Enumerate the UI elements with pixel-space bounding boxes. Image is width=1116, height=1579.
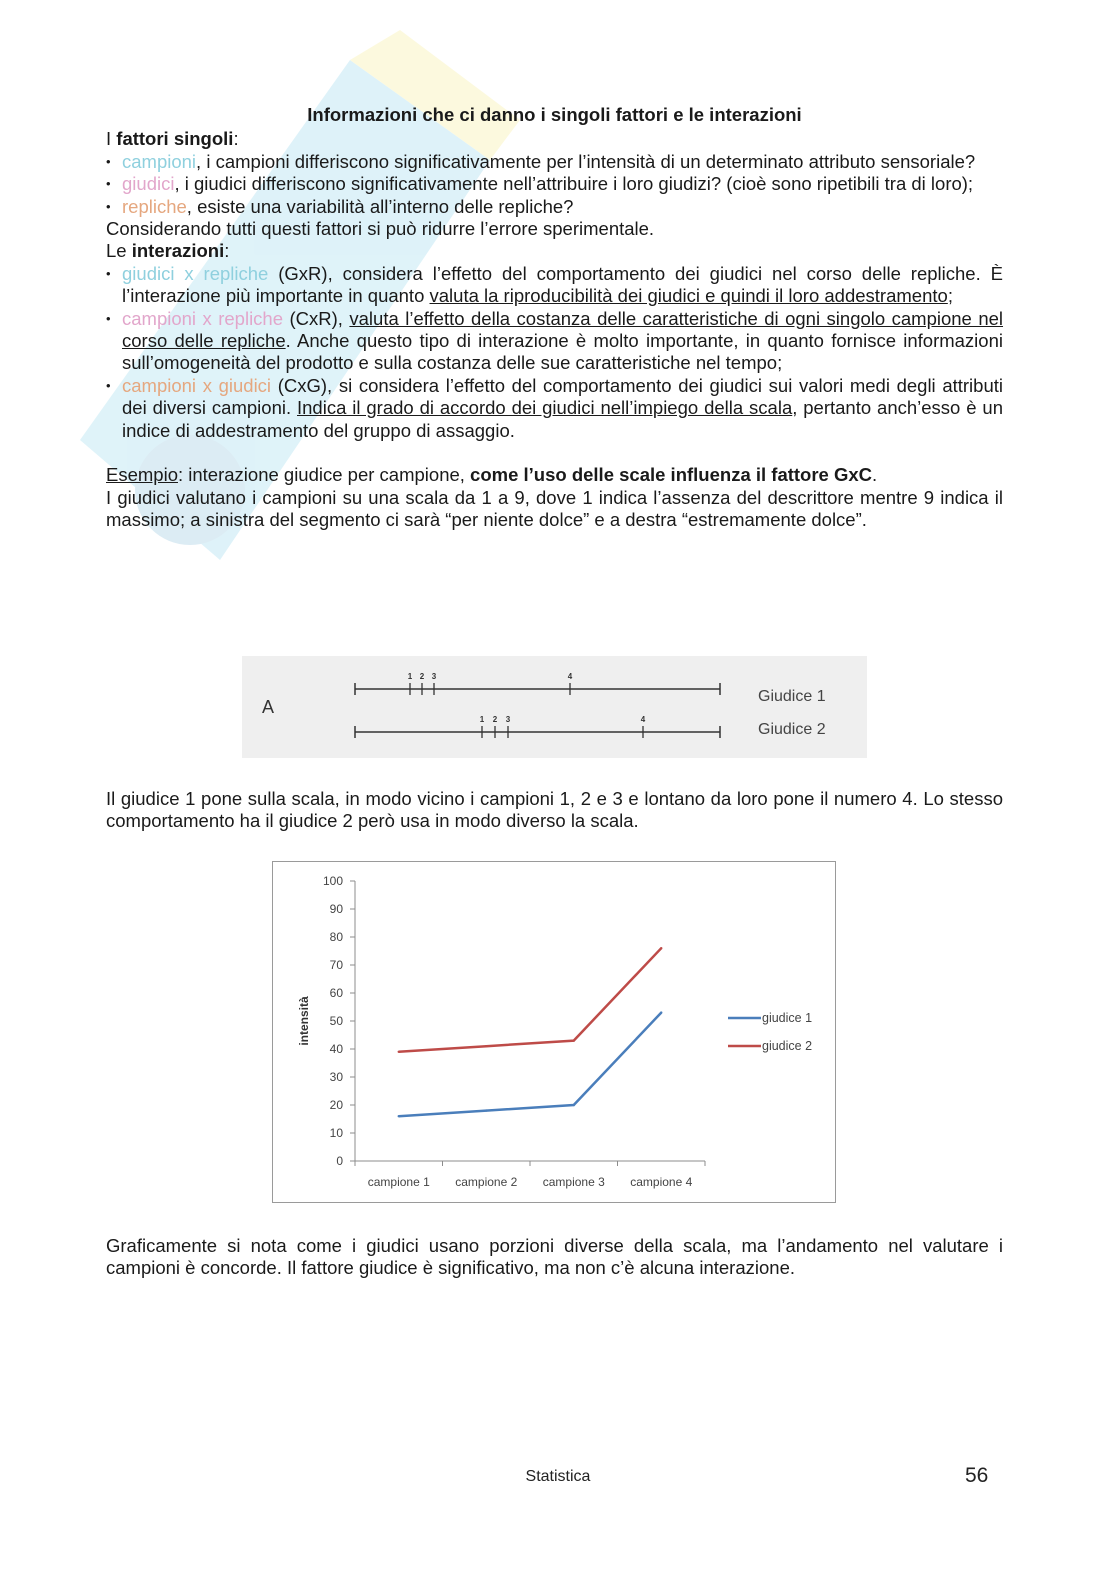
scale-mark-label: 1 xyxy=(407,672,413,681)
list-item xyxy=(106,151,1003,173)
interazioni-intro xyxy=(106,240,1003,262)
y-tick-label: 70 xyxy=(329,958,343,972)
term-cxg: campioni x giudici xyxy=(122,374,272,396)
x-tick-label: campione 2 xyxy=(455,1175,518,1189)
x-tick-label: campione 1 xyxy=(367,1175,430,1189)
singoli-intro xyxy=(106,128,1003,150)
y-tick-label: 30 xyxy=(329,1070,343,1084)
singoli-conclusion: Considerando tutti questi fattori si può ridurre l’errore sperimentale. xyxy=(106,218,655,240)
item-text: ; xyxy=(947,285,953,307)
interazioni-intro-end: : xyxy=(224,240,230,262)
singoli-intro-end: : xyxy=(233,128,239,150)
list-item xyxy=(106,375,1003,442)
esempio-label: Esempio xyxy=(106,464,178,486)
underlined-text: valuta la riproducibilità dei giudici e quindi il loro addestramento xyxy=(429,285,948,307)
item-text: (CxG), si considera l’effetto del comportamento dei giudici sui valori medi degli attributi dei diversi campioni. xyxy=(122,374,1003,419)
legend-label: giudice 1 xyxy=(762,1011,813,1025)
scale-mark-label: 4 xyxy=(567,672,573,681)
term-cxr: campioni x repliche xyxy=(122,307,284,329)
judge2-label: Giudice 2 xyxy=(758,721,826,738)
scale-mark-label: 3 xyxy=(431,672,437,681)
singoli-intro-plain: I xyxy=(106,128,117,150)
chart-svg xyxy=(273,862,835,1202)
interazioni-intro-bold: interazioni xyxy=(131,240,225,262)
list-item xyxy=(106,263,1003,308)
item-text: . Anche questo tipo di interazione è molto importante, in quanto fornisce informazioni sull’omogeneità del prodotto e sulla costanza delle sue caratteristiche nel tempo; xyxy=(122,330,1003,374)
main-text xyxy=(106,104,1003,531)
scale-svg xyxy=(242,656,867,758)
scale-mark-label: 1 xyxy=(479,715,485,724)
series-line-2 xyxy=(399,948,662,1052)
item-text: , pertanto anch’esso è un indice di addestramento del gruppo di assaggio. xyxy=(122,397,1003,441)
y-tick-label: 60 xyxy=(329,986,343,1000)
esempio-paragraph: I giudici valutano i campioni su una scala da 1 a 9, dove 1 indica l’assenza del descrittore mentre 9 indica il massimo; a sinistra del segmento ci sarà “per niente dolce” e a destra “estremamente dolce”. xyxy=(106,486,1003,530)
list-item xyxy=(106,173,1003,195)
data-point xyxy=(485,1109,487,1111)
interazioni-list xyxy=(106,263,1003,442)
y-tick-label: 20 xyxy=(329,1098,343,1112)
scale-mark-label: 2 xyxy=(492,715,498,724)
data-point xyxy=(398,1115,400,1117)
data-point xyxy=(573,1039,575,1041)
y-axis-label: intensità xyxy=(297,996,311,1046)
y-tick-label: 0 xyxy=(336,1154,343,1168)
x-tick-label: campione 4 xyxy=(630,1175,693,1189)
line-chart xyxy=(272,861,836,1203)
y-tick-label: 50 xyxy=(329,1014,343,1028)
term-giudici: giudici xyxy=(122,173,175,195)
data-point xyxy=(398,1051,400,1053)
data-point xyxy=(660,947,662,949)
item-text: (CxR), xyxy=(283,307,350,329)
esempio-text: : interazione giudice per campione, xyxy=(177,464,471,486)
scale-mark-label: 2 xyxy=(419,672,425,681)
scale-letter: A xyxy=(262,697,275,717)
series-line-1 xyxy=(399,1013,662,1117)
x-tick-label: campione 3 xyxy=(542,1175,605,1189)
y-tick-label: 80 xyxy=(329,930,343,944)
list-item xyxy=(106,308,1003,375)
y-tick-label: 10 xyxy=(329,1126,343,1140)
y-tick-label: 90 xyxy=(329,902,343,916)
legend-label: giudice 2 xyxy=(762,1039,813,1053)
interazioni-intro-plain: Le xyxy=(106,240,132,262)
scale-mark-label: 3 xyxy=(505,715,511,724)
item-text: , i campioni differiscono significativamente per l’intensità di un determinato attributo sensoriale? xyxy=(196,150,976,172)
underlined-text: Indica il grado di accordo dei giudici nell’impiego della scala xyxy=(297,397,793,419)
list-item xyxy=(106,196,1003,218)
underlined-text: valuta l’effetto della costanza delle caratteristiche di ogni singolo campione nel corso delle repliche xyxy=(122,307,1004,352)
conclusion-paragraph: Graficamente si nota come i giudici usano porzioni diverse della scala, ma l’andamento nel valutare i campioni è concorde. Il fattore giudice è significativo, ma non c’è alcuna interazione. xyxy=(106,1235,1003,1279)
y-tick-label: 40 xyxy=(329,1042,343,1056)
footer-title: Statistica xyxy=(525,1468,591,1485)
y-tick-label: 100 xyxy=(322,874,343,888)
scale-mark-label: 4 xyxy=(640,715,646,724)
item-text: , esiste una variabilità all’interno delle repliche? xyxy=(186,195,574,217)
esempio-line xyxy=(106,464,1003,486)
data-point xyxy=(660,1011,662,1013)
esempio-text-end: . xyxy=(872,464,878,486)
term-campioni: campioni xyxy=(122,150,197,172)
item-text: , i giudici differiscono significativamente nell’attribuire i loro giudizi? (cioè sono ripetibili tra di loro); xyxy=(174,173,974,195)
page-number: 56 xyxy=(965,1464,989,1487)
singoli-list xyxy=(106,151,1003,218)
page-title: Informazioni che ci danno i singoli fattori e le interazioni xyxy=(307,104,802,125)
term-repliche: repliche xyxy=(122,195,187,217)
scale-figure xyxy=(242,656,867,758)
judge1-label: Giudice 1 xyxy=(758,688,826,705)
data-point xyxy=(485,1045,487,1047)
singoli-intro-bold: fattori singoli xyxy=(116,128,234,150)
data-point xyxy=(573,1104,575,1106)
after-scale-paragraph: Il giudice 1 pone sulla scala, in modo vicino i campioni 1, 2 e 3 e lontano da loro pone il numero 4. Lo stesso comportamento ha il giudice 2 però usa in modo diverso la scala. xyxy=(106,788,1003,832)
item-text: (GxR), considera l’effetto del comportamento dei giudici nel corso delle repliche. È l’interazione più importante in quanto xyxy=(122,262,1003,307)
esempio-bold: come l’uso delle scale influenza il fattore GxC xyxy=(470,464,873,486)
term-gxr: giudici x repliche xyxy=(122,262,269,284)
